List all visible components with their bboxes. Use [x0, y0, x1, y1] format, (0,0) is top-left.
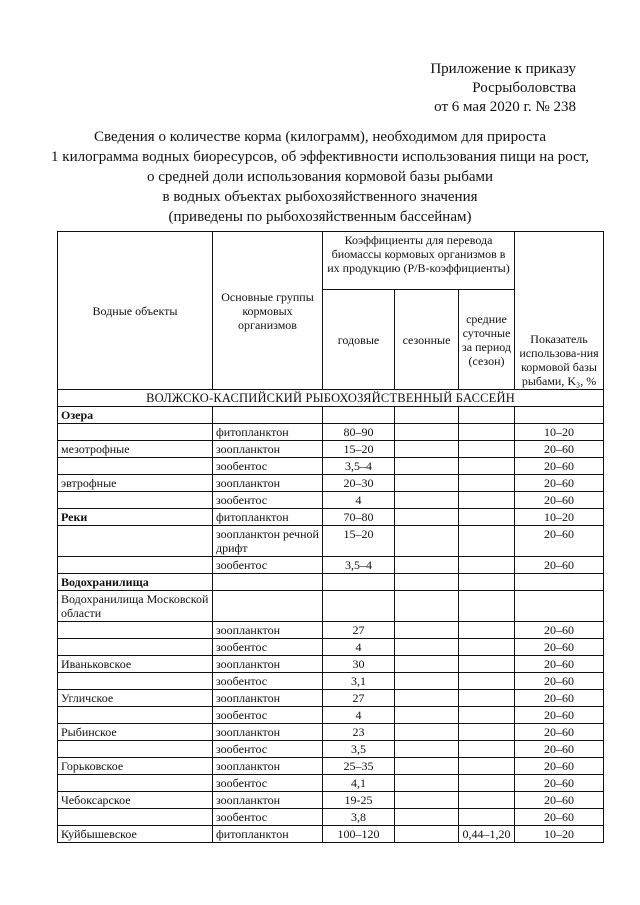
cell-annual: 100–120: [323, 826, 395, 843]
cell-seasonal: [395, 656, 459, 673]
cell-group: фитопланктон: [213, 826, 323, 843]
cell-seasonal: [395, 758, 459, 775]
cell-object: Угличское: [58, 690, 213, 707]
cell-daily: [459, 407, 515, 424]
cell-annual: 4: [323, 492, 395, 509]
cell-seasonal: [395, 724, 459, 741]
table-row: [58, 724, 604, 741]
cell-group: зообентос: [213, 458, 323, 475]
cell-object: [58, 424, 213, 441]
cell-daily: [459, 424, 515, 441]
cell-group: зоопланктон: [213, 724, 323, 741]
cell-group: зообентос: [213, 673, 323, 690]
basin-row: [58, 390, 604, 407]
cell-daily: [459, 441, 515, 458]
header-groups: Основные группы кормовых организмов: [213, 232, 323, 390]
table-row: [58, 441, 604, 458]
cell-seasonal: [395, 492, 459, 509]
cell-object: Рыбинское: [58, 724, 213, 741]
cell-group: [213, 574, 323, 591]
cell-indicator: 20–60: [515, 775, 604, 792]
table-row: [58, 407, 604, 424]
cell-annual: 4,1: [323, 775, 395, 792]
cell-daily: 0,44–1,20: [459, 826, 515, 843]
table-row: [58, 809, 604, 826]
cell-group: зообентос: [213, 492, 323, 509]
cell-seasonal: [395, 707, 459, 724]
header-daily: средние суточные за период (сезон): [459, 290, 515, 390]
cell-object: Иваньковское: [58, 656, 213, 673]
cell-group: зообентос: [213, 741, 323, 758]
cell-daily: [459, 475, 515, 492]
cell-daily: [459, 526, 515, 557]
table-row: [58, 458, 604, 475]
title-line-4: в водных объектах рыбохозяйственного значения: [162, 189, 478, 205]
cell-seasonal: [395, 741, 459, 758]
cell-daily: [459, 639, 515, 656]
cell-indicator: 10–20: [515, 826, 604, 843]
cell-seasonal: [395, 509, 459, 526]
cell-seasonal: [395, 826, 459, 843]
cell-seasonal: [395, 424, 459, 441]
table-row: [58, 557, 604, 574]
table-row: [58, 424, 604, 441]
cell-daily: [459, 724, 515, 741]
cell-daily: [459, 741, 515, 758]
cell-daily: [459, 458, 515, 475]
cell-indicator: 20–60: [515, 458, 604, 475]
cell-object: [58, 526, 213, 557]
cell-seasonal: [395, 458, 459, 475]
header-indicator: Показатель использова-ния кормовой базы рыбами, K₃, %: [515, 232, 604, 390]
cell-object: Горьковское: [58, 758, 213, 775]
cell-daily: [459, 509, 515, 526]
table-row: [58, 673, 604, 690]
table-body: [58, 390, 604, 843]
table-row: [58, 526, 604, 557]
cell-annual: 30: [323, 656, 395, 673]
cell-object: [58, 741, 213, 758]
cell-annual: 3,5–4: [323, 458, 395, 475]
cell-object: [58, 809, 213, 826]
cell-group: зообентос: [213, 707, 323, 724]
cell-annual: 80–90: [323, 424, 395, 441]
cell-seasonal: [395, 673, 459, 690]
cell-annual: 15–20: [323, 526, 395, 557]
title-line-2: 1 килограмма водных биоресурсов, об эффективности использования пищи на рост,: [51, 149, 589, 165]
appendix-line-1: Приложение к приказу: [430, 61, 576, 77]
cell-annual: 4: [323, 639, 395, 656]
table-row: [58, 758, 604, 775]
header-coefficients: Коэффициенты для перевода биомассы кормовых организмов в их продукцию (P/B-коэффициенты): [323, 232, 515, 290]
table-row: [58, 656, 604, 673]
cell-indicator: 20–60: [515, 758, 604, 775]
cell-annual: [323, 574, 395, 591]
cell-indicator: [515, 407, 604, 424]
title-line-5: (приведены по рыбохозяйственным бассейнам): [168, 209, 472, 225]
header-seasonal: сезонные: [395, 290, 459, 390]
cell-indicator: 20–60: [515, 741, 604, 758]
cell-indicator: 20–60: [515, 441, 604, 458]
cell-object: [58, 673, 213, 690]
cell-group: фитопланктон: [213, 424, 323, 441]
cell-object: Водохранилища: [58, 574, 213, 591]
cell-indicator: 20–60: [515, 673, 604, 690]
cell-annual: 4: [323, 707, 395, 724]
cell-daily: [459, 758, 515, 775]
cell-group: [213, 591, 323, 622]
table-row: [58, 492, 604, 509]
cell-seasonal: [395, 792, 459, 809]
table-row: [58, 509, 604, 526]
cell-seasonal: [395, 475, 459, 492]
basin-title: ВОЛЖСКО-КАСПИЙСКИЙ РЫБОХОЗЯЙСТВЕННЫЙ БАССЕЙН: [58, 390, 604, 407]
cell-group: зообентос: [213, 775, 323, 792]
cell-group: зоопланктон: [213, 475, 323, 492]
cell-seasonal: [395, 441, 459, 458]
cell-seasonal: [395, 591, 459, 622]
cell-annual: 3,5: [323, 741, 395, 758]
cell-daily: [459, 775, 515, 792]
cell-seasonal: [395, 407, 459, 424]
cell-daily: [459, 690, 515, 707]
appendix-note: [430, 60, 576, 117]
cell-annual: 23: [323, 724, 395, 741]
cell-object: [58, 557, 213, 574]
cell-indicator: 20–60: [515, 639, 604, 656]
cell-object: [58, 622, 213, 639]
cell-object: [58, 707, 213, 724]
cell-indicator: 20–60: [515, 707, 604, 724]
cell-group: зообентос: [213, 639, 323, 656]
cell-indicator: 10–20: [515, 509, 604, 526]
cell-indicator: 20–60: [515, 622, 604, 639]
cell-daily: [459, 622, 515, 639]
title-line-1: Сведения о количестве корма (килограмм), необходимом для прироста: [93, 129, 546, 145]
cell-group: зоопланктон: [213, 792, 323, 809]
table-row: [58, 690, 604, 707]
cell-annual: 19-25: [323, 792, 395, 809]
cell-indicator: 20–60: [515, 724, 604, 741]
cell-daily: [459, 492, 515, 509]
cell-indicator: 20–60: [515, 792, 604, 809]
cell-indicator: 20–60: [515, 492, 604, 509]
cell-daily: [459, 792, 515, 809]
cell-indicator: 20–60: [515, 690, 604, 707]
cell-object: Чебоксарское: [58, 792, 213, 809]
cell-object: мезотрофные: [58, 441, 213, 458]
table-row: [58, 574, 604, 591]
cell-group: зоопланктон: [213, 622, 323, 639]
cell-object: Водохранилища Московской области: [58, 591, 213, 622]
cell-seasonal: [395, 622, 459, 639]
cell-group: зоопланктон: [213, 758, 323, 775]
table-row: [58, 775, 604, 792]
data-table: [57, 231, 604, 843]
cell-object: [58, 492, 213, 509]
cell-annual: 3,8: [323, 809, 395, 826]
cell-group: зообентос: [213, 809, 323, 826]
table-row: [58, 826, 604, 843]
cell-annual: 3,1: [323, 673, 395, 690]
cell-group: зообентос: [213, 557, 323, 574]
document-title: [40, 127, 600, 227]
cell-seasonal: [395, 639, 459, 656]
table-row: [58, 707, 604, 724]
cell-seasonal: [395, 574, 459, 591]
table-row: [58, 639, 604, 656]
cell-annual: 15–20: [323, 441, 395, 458]
cell-object: [58, 458, 213, 475]
cell-object: Реки: [58, 509, 213, 526]
table-row: [58, 475, 604, 492]
cell-seasonal: [395, 809, 459, 826]
cell-indicator: 20–60: [515, 557, 604, 574]
appendix-line-2: Росрыболовства: [472, 80, 576, 96]
cell-group: [213, 407, 323, 424]
cell-indicator: 20–60: [515, 526, 604, 557]
cell-object: Куйбышевское: [58, 826, 213, 843]
cell-object: Озера: [58, 407, 213, 424]
header-annual: годовые: [323, 290, 395, 390]
cell-daily: [459, 707, 515, 724]
title-line-3: о средней доли использования кормовой базы рыбами: [146, 169, 494, 185]
header-water-objects: Водные объекты: [58, 232, 213, 390]
cell-object: [58, 639, 213, 656]
cell-annual: 27: [323, 622, 395, 639]
appendix-line-3: от 6 мая 2020 г. № 238: [434, 99, 576, 115]
cell-annual: 27: [323, 690, 395, 707]
cell-group: зоопланктон: [213, 690, 323, 707]
cell-object: эвтрофные: [58, 475, 213, 492]
cell-group: зоопланктон речной дрифт: [213, 526, 323, 557]
table-row: [58, 741, 604, 758]
cell-annual: 20–30: [323, 475, 395, 492]
cell-annual: 70–80: [323, 509, 395, 526]
cell-indicator: 20–60: [515, 656, 604, 673]
cell-indicator: [515, 574, 604, 591]
cell-indicator: [515, 591, 604, 622]
cell-daily: [459, 574, 515, 591]
table-row: [58, 622, 604, 639]
cell-daily: [459, 591, 515, 622]
table-row: [58, 792, 604, 809]
table-row: [58, 591, 604, 622]
cell-annual: 25–35: [323, 758, 395, 775]
cell-seasonal: [395, 526, 459, 557]
cell-seasonal: [395, 775, 459, 792]
cell-daily: [459, 673, 515, 690]
cell-group: фитопланктон: [213, 509, 323, 526]
cell-indicator: 20–60: [515, 809, 604, 826]
cell-annual: [323, 591, 395, 622]
cell-seasonal: [395, 690, 459, 707]
cell-seasonal: [395, 557, 459, 574]
cell-group: зоопланктон: [213, 441, 323, 458]
cell-object: [58, 775, 213, 792]
cell-annual: 3,5–4: [323, 557, 395, 574]
cell-indicator: 10–20: [515, 424, 604, 441]
cell-daily: [459, 809, 515, 826]
cell-group: зоопланктон: [213, 656, 323, 673]
cell-daily: [459, 656, 515, 673]
cell-daily: [459, 557, 515, 574]
cell-annual: [323, 407, 395, 424]
cell-indicator: 20–60: [515, 475, 604, 492]
